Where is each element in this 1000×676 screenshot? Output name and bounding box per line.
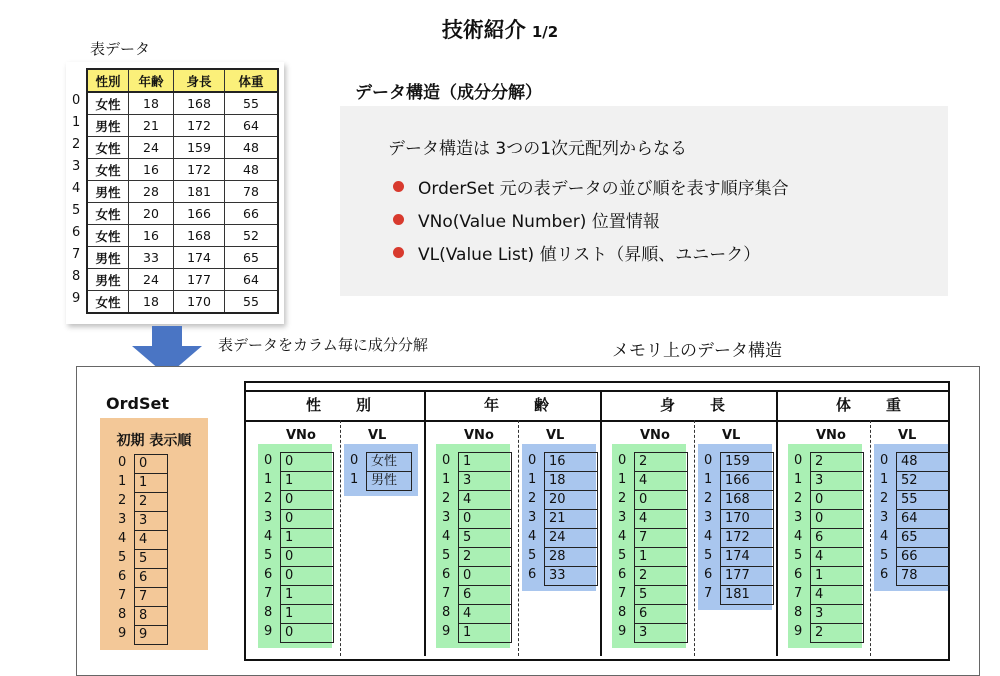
array-index: 5 bbox=[704, 548, 713, 563]
bullet-dot-icon bbox=[393, 247, 404, 258]
array-index: 3 bbox=[118, 512, 127, 527]
table-cell: 64 bbox=[225, 269, 279, 291]
array-value: 177 bbox=[720, 566, 774, 585]
array-value: 4 bbox=[458, 490, 512, 509]
array-value: 女性 bbox=[366, 452, 412, 471]
table-cell: 18 bbox=[129, 291, 174, 314]
table-cell: 28 bbox=[129, 181, 174, 203]
bullet-text: VNo(Value Number) 位置情報 bbox=[418, 212, 660, 232]
array-index: 3 bbox=[704, 510, 713, 525]
array-index: 9 bbox=[794, 624, 803, 639]
memory-column-header: 年 齢 bbox=[484, 396, 560, 414]
table-cell: 女性 bbox=[87, 159, 129, 181]
array-index: 6 bbox=[618, 567, 627, 582]
array-index: 3 bbox=[264, 510, 273, 525]
table-cell: 159 bbox=[174, 137, 225, 159]
table-cell: 177 bbox=[174, 269, 225, 291]
row-index: 7 bbox=[72, 247, 81, 262]
table-cell: 24 bbox=[129, 137, 174, 159]
table-cell: 18 bbox=[129, 92, 174, 115]
array-value: 64 bbox=[896, 509, 950, 528]
structure-intro: データ構造は 3つの1次元配列からなる bbox=[388, 139, 688, 159]
table-row bbox=[87, 269, 278, 291]
array-value: 0 bbox=[280, 509, 334, 528]
array-index: 0 bbox=[880, 453, 889, 468]
array-value: 6 bbox=[458, 585, 512, 604]
table-cell: 170 bbox=[174, 291, 225, 314]
row-index: 1 bbox=[72, 115, 81, 130]
array-index: 9 bbox=[442, 624, 451, 639]
table-cell: 男性 bbox=[87, 269, 129, 291]
array-value: 65 bbox=[896, 528, 950, 547]
table-row bbox=[87, 137, 278, 159]
array-index: 4 bbox=[442, 529, 451, 544]
vno-vl-divider bbox=[518, 420, 519, 656]
row-index: 5 bbox=[72, 203, 81, 218]
array-index: 2 bbox=[704, 491, 713, 506]
memory-column-header: 体 重 bbox=[836, 396, 912, 414]
table-header-cell: 性別 bbox=[87, 69, 129, 92]
row-index: 8 bbox=[72, 269, 81, 284]
array-value: 7 bbox=[634, 528, 688, 547]
array-value: 3 bbox=[634, 623, 688, 643]
table-cell: 女性 bbox=[87, 137, 129, 159]
array-index: 7 bbox=[264, 586, 273, 601]
array-index: 9 bbox=[118, 626, 127, 641]
table-cell: 女性 bbox=[87, 225, 129, 247]
table-cell: 男性 bbox=[87, 115, 129, 137]
table-row bbox=[87, 291, 278, 314]
array-value: 28 bbox=[544, 547, 598, 566]
array-value: 1 bbox=[810, 566, 864, 585]
title-text: 技術紹介 bbox=[441, 18, 526, 42]
array-value: 170 bbox=[720, 509, 774, 528]
table-cell: 男性 bbox=[87, 247, 129, 269]
array-value: 0 bbox=[810, 509, 864, 528]
array-index: 7 bbox=[618, 586, 627, 601]
array-value: 16 bbox=[544, 452, 598, 471]
array-index: 5 bbox=[880, 548, 889, 563]
table-cell: 16 bbox=[129, 225, 174, 247]
column-divider bbox=[600, 390, 602, 656]
table-cell: 55 bbox=[225, 291, 279, 314]
array-value: 1 bbox=[280, 471, 334, 490]
column-divider bbox=[424, 390, 426, 656]
array-index: 4 bbox=[704, 529, 713, 544]
array-index: 4 bbox=[794, 529, 803, 544]
table-cell: 64 bbox=[225, 115, 279, 137]
array-index: 5 bbox=[794, 548, 803, 563]
array-value: 0 bbox=[280, 547, 334, 566]
memory-column-header: 性 別 bbox=[306, 396, 382, 414]
array-index: 2 bbox=[794, 491, 803, 506]
table-cell: 66 bbox=[225, 203, 279, 225]
array-value: 4 bbox=[810, 585, 864, 604]
vno-label: VNo bbox=[286, 428, 316, 443]
array-value: 2 bbox=[134, 492, 168, 511]
vno-vl-divider bbox=[340, 420, 341, 656]
array-value: 166 bbox=[720, 471, 774, 490]
array-value: 1 bbox=[134, 473, 168, 492]
array-value: 2 bbox=[458, 547, 512, 566]
array-index: 3 bbox=[528, 510, 537, 525]
vno-vl-divider bbox=[694, 420, 695, 656]
array-value: 1 bbox=[634, 547, 688, 566]
array-value: 172 bbox=[720, 528, 774, 547]
array-index: 6 bbox=[442, 567, 451, 582]
array-value: 1 bbox=[458, 623, 512, 643]
array-value: 0 bbox=[280, 490, 334, 509]
array-value: 0 bbox=[280, 566, 334, 585]
table-row bbox=[87, 181, 278, 203]
array-value: 2 bbox=[634, 452, 688, 471]
table-row bbox=[87, 203, 278, 225]
row-index: 3 bbox=[72, 159, 81, 174]
array-value: 4 bbox=[458, 604, 512, 623]
array-index: 7 bbox=[794, 586, 803, 601]
array-value: 1 bbox=[280, 585, 334, 604]
array-value: 0 bbox=[458, 509, 512, 528]
bullet-dot-icon bbox=[393, 181, 404, 192]
array-index: 4 bbox=[528, 529, 537, 544]
table-row bbox=[87, 115, 278, 137]
array-index: 4 bbox=[118, 531, 127, 546]
array-value: 52 bbox=[896, 471, 950, 490]
array-index: 0 bbox=[618, 453, 627, 468]
table-cell: 女性 bbox=[87, 203, 129, 225]
array-index: 6 bbox=[264, 567, 273, 582]
array-index: 2 bbox=[880, 491, 889, 506]
table-cell: 女性 bbox=[87, 92, 129, 115]
array-value: 0 bbox=[280, 452, 334, 471]
structure-bullet bbox=[393, 207, 660, 232]
table-cell: 168 bbox=[174, 92, 225, 115]
array-value: 66 bbox=[896, 547, 950, 566]
array-value: 1 bbox=[280, 528, 334, 547]
array-index: 2 bbox=[528, 491, 537, 506]
vno-vl-divider bbox=[870, 420, 871, 656]
array-index: 0 bbox=[350, 453, 359, 468]
vl-label: VL bbox=[898, 428, 917, 443]
memory-column-header: 身 長 bbox=[660, 396, 736, 414]
row-index: 4 bbox=[72, 181, 81, 196]
array-index: 1 bbox=[118, 474, 127, 489]
array-index: 7 bbox=[442, 586, 451, 601]
table-cell: 168 bbox=[174, 225, 225, 247]
array-index: 8 bbox=[442, 605, 451, 620]
array-index: 2 bbox=[264, 491, 273, 506]
ordset-label: 初期 表示順 bbox=[116, 433, 192, 449]
array-index: 8 bbox=[618, 605, 627, 620]
array-index: 1 bbox=[880, 472, 889, 487]
structure-bullet bbox=[393, 174, 789, 199]
bullet-dot-icon bbox=[393, 214, 404, 225]
table-cell: 20 bbox=[129, 203, 174, 225]
array-index: 1 bbox=[350, 472, 359, 487]
row-index: 0 bbox=[72, 93, 81, 108]
array-index: 3 bbox=[794, 510, 803, 525]
vl-label: VL bbox=[546, 428, 565, 443]
array-index: 1 bbox=[618, 472, 627, 487]
array-index: 5 bbox=[442, 548, 451, 563]
array-value: 159 bbox=[720, 452, 774, 471]
array-value: 3 bbox=[810, 604, 864, 623]
array-index: 6 bbox=[880, 567, 889, 582]
bullet-text: OrderSet 元の表データの並び順を表す順序集合 bbox=[418, 179, 789, 199]
array-index: 3 bbox=[880, 510, 889, 525]
array-index: 5 bbox=[264, 548, 273, 563]
source-table-caption: 表データ bbox=[90, 40, 151, 58]
table-header-cell: 身長 bbox=[174, 69, 225, 92]
table-row bbox=[87, 247, 278, 269]
table-cell: 33 bbox=[129, 247, 174, 269]
array-index: 5 bbox=[618, 548, 627, 563]
table-cell: 16 bbox=[129, 159, 174, 181]
array-value: 55 bbox=[896, 490, 950, 509]
table-cell: 65 bbox=[225, 247, 279, 269]
ordset-title: OrdSet bbox=[106, 394, 169, 413]
array-value: 4 bbox=[810, 547, 864, 566]
page-number: 1/2 bbox=[531, 23, 559, 41]
array-index: 2 bbox=[442, 491, 451, 506]
table-cell: 52 bbox=[225, 225, 279, 247]
table-cell: 55 bbox=[225, 92, 279, 115]
array-index: 7 bbox=[118, 588, 127, 603]
array-value: 3 bbox=[134, 511, 168, 530]
table-cell: 24 bbox=[129, 269, 174, 291]
table-cell: 172 bbox=[174, 159, 225, 181]
array-index: 6 bbox=[794, 567, 803, 582]
array-value: 0 bbox=[280, 623, 334, 643]
array-index: 9 bbox=[618, 624, 627, 639]
array-value: 5 bbox=[458, 528, 512, 547]
array-index: 1 bbox=[528, 472, 537, 487]
array-value: 0 bbox=[458, 566, 512, 585]
array-index: 2 bbox=[618, 491, 627, 506]
table-cell: 78 bbox=[225, 181, 279, 203]
bullet-text: VL(Value List) 値リスト（昇順、ユニーク） bbox=[418, 245, 761, 265]
table-cell: 166 bbox=[174, 203, 225, 225]
row-index: 2 bbox=[72, 137, 81, 152]
source-table bbox=[86, 68, 279, 314]
array-index: 1 bbox=[264, 472, 273, 487]
table-row bbox=[87, 92, 278, 115]
array-index: 2 bbox=[118, 493, 127, 508]
array-value: 4 bbox=[634, 509, 688, 528]
array-index: 0 bbox=[264, 453, 273, 468]
table-cell: 21 bbox=[129, 115, 174, 137]
array-value: 6 bbox=[134, 568, 168, 587]
array-value: 3 bbox=[810, 471, 864, 490]
array-index: 3 bbox=[442, 510, 451, 525]
array-index: 8 bbox=[118, 607, 127, 622]
array-index: 1 bbox=[704, 472, 713, 487]
table-row bbox=[87, 225, 278, 247]
array-value: 6 bbox=[810, 528, 864, 547]
array-index: 4 bbox=[618, 529, 627, 544]
array-index: 6 bbox=[528, 567, 537, 582]
array-index: 7 bbox=[704, 586, 713, 601]
structure-heading: データ構造（成分分解） bbox=[355, 83, 542, 103]
array-value: 5 bbox=[634, 585, 688, 604]
array-index: 1 bbox=[794, 472, 803, 487]
array-value: 168 bbox=[720, 490, 774, 509]
array-value: 20 bbox=[544, 490, 598, 509]
array-index: 0 bbox=[118, 455, 127, 470]
split-caption: 表データをカラム毎に成分分解 bbox=[218, 336, 428, 354]
array-value: 174 bbox=[720, 547, 774, 566]
array-value: 0 bbox=[810, 490, 864, 509]
array-index: 5 bbox=[528, 548, 537, 563]
array-index: 3 bbox=[618, 510, 627, 525]
array-value: 8 bbox=[134, 606, 168, 625]
vno-label: VNo bbox=[816, 428, 846, 443]
array-index: 0 bbox=[794, 453, 803, 468]
array-value: 48 bbox=[896, 452, 950, 471]
array-value: 181 bbox=[720, 585, 774, 605]
vl-label: VL bbox=[368, 428, 387, 443]
table-cell: 48 bbox=[225, 159, 279, 181]
array-value: 78 bbox=[896, 566, 950, 586]
array-index: 5 bbox=[118, 550, 127, 565]
array-value: 2 bbox=[810, 452, 864, 471]
column-divider bbox=[776, 390, 778, 656]
table-cell: 174 bbox=[174, 247, 225, 269]
array-value: 4 bbox=[634, 471, 688, 490]
vno-label: VNo bbox=[464, 428, 494, 443]
array-index: 0 bbox=[704, 453, 713, 468]
memory-caption: メモリ上のデータ構造 bbox=[612, 341, 782, 361]
array-value: 4 bbox=[134, 530, 168, 549]
array-index: 6 bbox=[704, 567, 713, 582]
array-value: 2 bbox=[634, 566, 688, 585]
structure-bullet bbox=[393, 240, 760, 265]
table-header-cell: 年齢 bbox=[129, 69, 174, 92]
array-index: 0 bbox=[442, 453, 451, 468]
array-value: 3 bbox=[458, 471, 512, 490]
array-value: 1 bbox=[458, 452, 512, 471]
table-cell: 181 bbox=[174, 181, 225, 203]
array-value: 21 bbox=[544, 509, 598, 528]
array-index: 9 bbox=[264, 624, 273, 639]
table-cell: 48 bbox=[225, 137, 279, 159]
array-value: 0 bbox=[634, 490, 688, 509]
array-index: 8 bbox=[264, 605, 273, 620]
array-value: 7 bbox=[134, 587, 168, 606]
array-value: 1 bbox=[280, 604, 334, 623]
array-index: 4 bbox=[880, 529, 889, 544]
array-value: 0 bbox=[134, 454, 168, 473]
table-header-cell: 体重 bbox=[225, 69, 279, 92]
table-cell: 女性 bbox=[87, 291, 129, 314]
array-value: 24 bbox=[544, 528, 598, 547]
array-value: 5 bbox=[134, 549, 168, 568]
array-value: 男性 bbox=[366, 471, 412, 491]
row-index: 9 bbox=[72, 291, 81, 306]
array-index: 4 bbox=[264, 529, 273, 544]
table-row bbox=[87, 159, 278, 181]
array-index: 1 bbox=[442, 472, 451, 487]
array-value: 2 bbox=[810, 623, 864, 643]
table-cell: 男性 bbox=[87, 181, 129, 203]
array-value: 6 bbox=[634, 604, 688, 623]
array-value: 9 bbox=[134, 625, 168, 645]
vl-label: VL bbox=[722, 428, 741, 443]
array-index: 6 bbox=[118, 569, 127, 584]
row-index: 6 bbox=[72, 225, 81, 240]
table-cell: 172 bbox=[174, 115, 225, 137]
array-value: 18 bbox=[544, 471, 598, 490]
array-index: 8 bbox=[794, 605, 803, 620]
vno-label: VNo bbox=[640, 428, 670, 443]
array-index: 0 bbox=[528, 453, 537, 468]
array-value: 33 bbox=[544, 566, 598, 586]
